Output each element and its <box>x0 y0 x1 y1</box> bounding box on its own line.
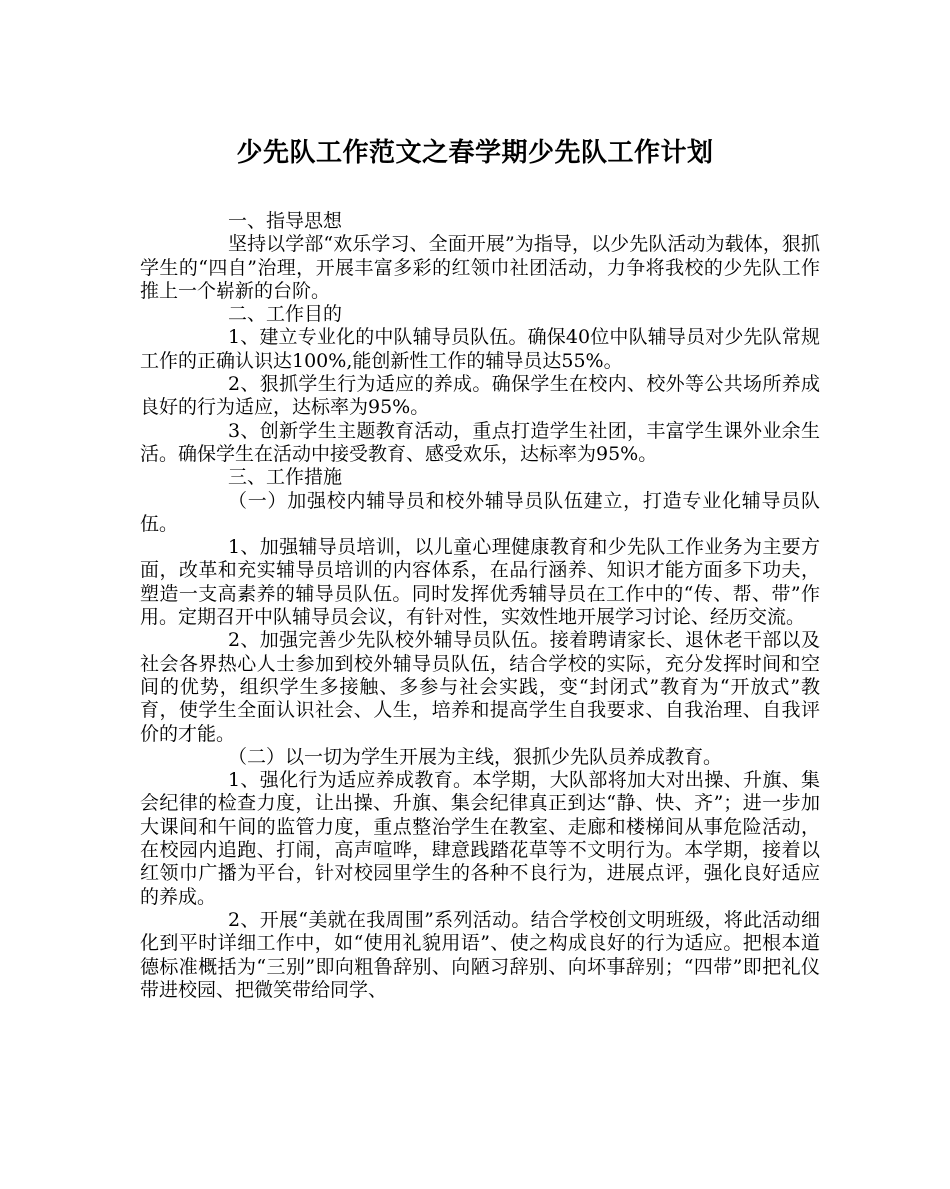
paragraph-guiding-ideology: 坚持以学部“欢乐学习、全面开展”为指导，以少先队活动为载体，狠抓学生的“四自”治理，开展丰富多彩的红领巾社团活动，力争将我校的少先队工作推上一个崭新的台阶。 <box>140 233 820 302</box>
document-title: 少先队工作范文之春学期少先队工作计划 <box>236 138 714 168</box>
heading-guiding-ideology: 一、指导思想 <box>228 210 343 232</box>
paragraph-goal-1: 1、建立专业化的中队辅导员队伍。确保40位中队辅导员对少先队常规工作的正确认识达100%,能创新性工作的辅导员达55%。 <box>140 326 820 372</box>
heading-work-goals: 二、工作目的 <box>228 303 343 326</box>
subheading-measure-2: （二）以一切为学生开展为主线，狠抓少先队员养成教育。 <box>228 745 723 768</box>
paragraph-goal-2: 2、狠抓学生行为适应的养成。确保学生在校内、校外等公共场所养成良好的行为适应，达标率为95%。 <box>140 373 820 419</box>
document-body <box>140 210 820 1002</box>
paragraph-goal-3: 3、创新学生主题教育活动，重点打造学生社团，丰富学生课外业余生活。确保学生在活动中接受教育、感受欢乐，达标率为95%。 <box>140 419 820 465</box>
paragraph-measure-2-item-1: 1、强化行为适应养成教育。本学期，大队部将加大对出操、升旗、集会纪律的检查力度，让出操、升旗、集会纪律真正到达“静、快、齐”；进一步加大课间和午间的监管力度，重点整治学生在教室、走廊和楼梯间从事危险活动，在校园内追跑、打闹，高声喧哗，肆意践踏花草等不文明行为。本学期，接着以红领巾广播为平台，针对校园里学生的各种不良行为，进展点评，强化良好适应的养成。 <box>140 769 820 908</box>
heading-work-measures: 三、工作措施 <box>228 466 343 489</box>
paragraph-measure-1-item-2: 2、加强完善少先队校外辅导员队伍。接着聘请家长、退休老干部以及社会各界热心人士参加到校外辅导员队伍，结合学校的实际，充分发挥时间和空间的优势，组织学生多接触、多参与社会实践，变“封闭式”教育为“开放式”教育，使学生全面认识社会、人生，培养和提高学生自我要求、自我治理、自我评价的才能。 <box>140 629 820 745</box>
subheading-measure-1: （一）加强校内辅导员和校外辅导员队伍建立，打造专业化辅导员队伍。 <box>140 489 820 535</box>
paragraph-measure-2-item-2: 2、开展“美就在我周围”系列活动。结合学校创文明班级，将此活动细化到平时详细工作中，如“使用礼貌用语”、使之构成良好的行为适应。把根本道德标准概括为“三别”即向粗鲁辞别、向陋习辞别、向坏事辞别；“四带”即把礼仪带进校园、把微笑带给同学、 <box>140 908 820 1001</box>
paragraph-measure-1-item-1: 1、加强辅导员培训，以儿童心理健康教育和少先队工作业务为主要方面，改革和充实辅导员培训的内容体系，在品行涵养、知识才能方面多下功夫，塑造一支高素养的辅导员队伍。同时发挥优秀辅导员在工作中的“传、帮、带”作用。定期召开中队辅导员会议，有针对性，实效性地开展学习讨论、经历交流。 <box>140 536 820 629</box>
